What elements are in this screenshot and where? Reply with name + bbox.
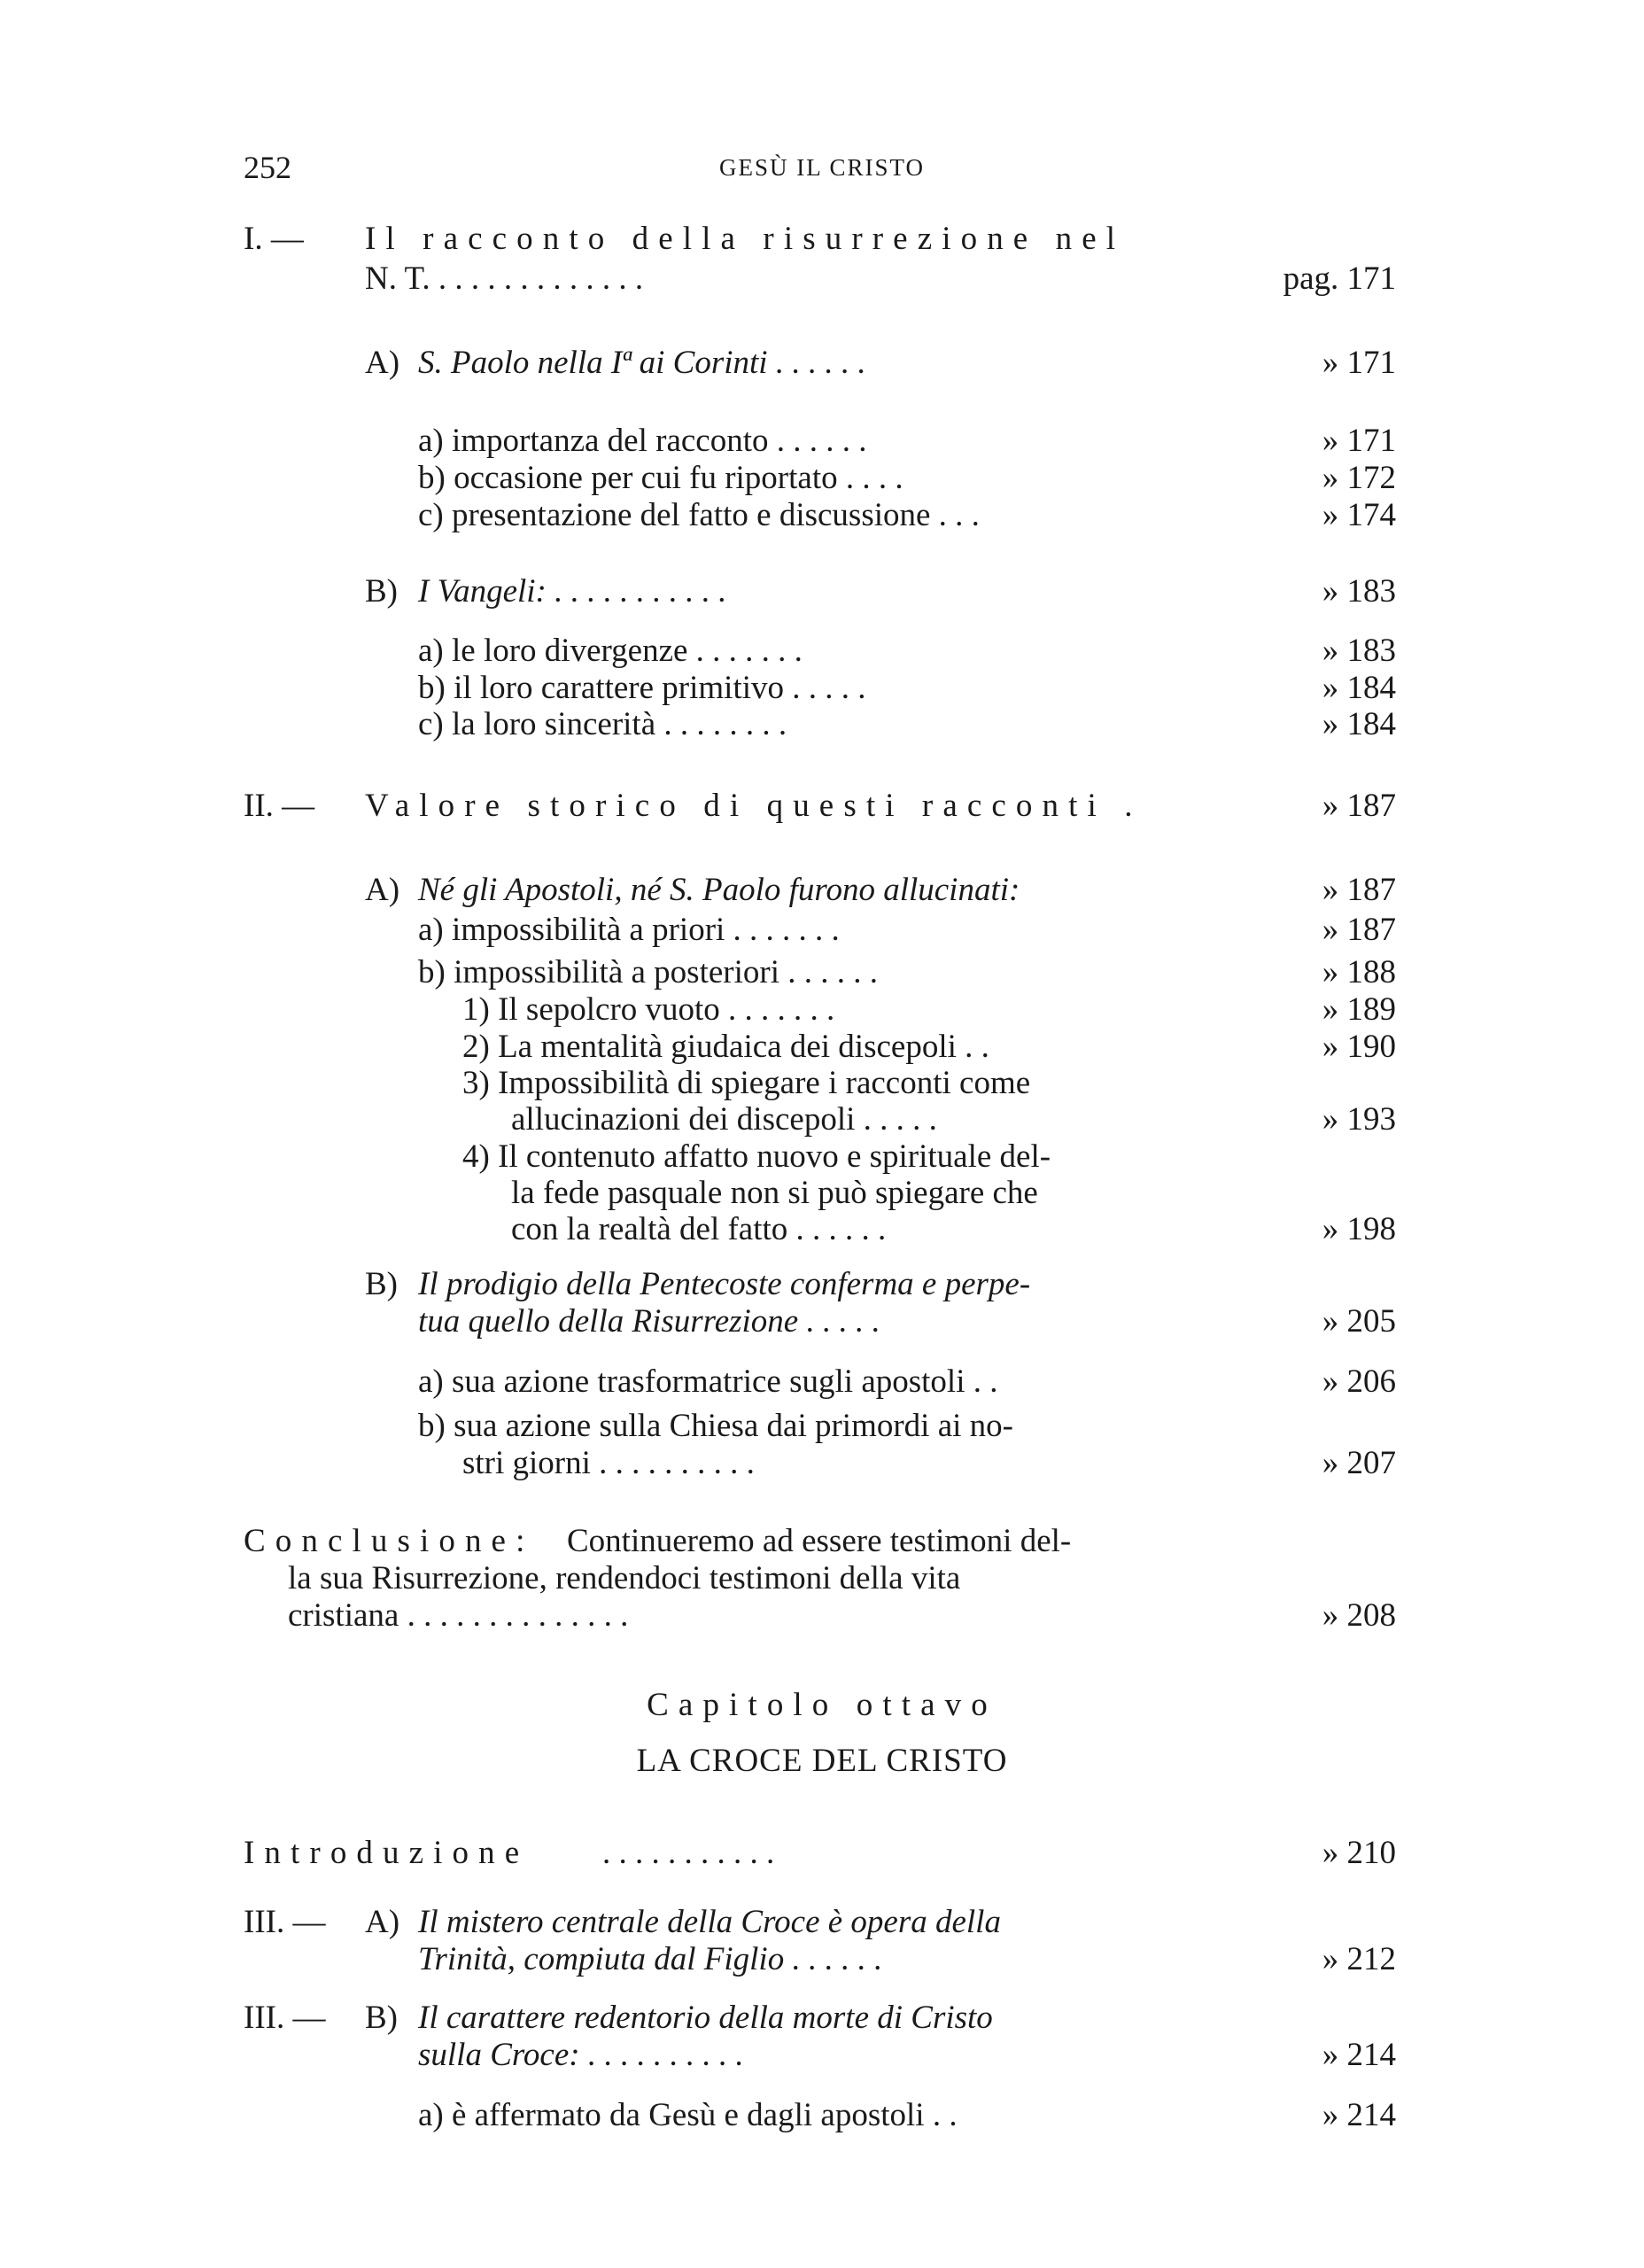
section-2b-label: B) <box>365 1266 398 1302</box>
section-1b-item-b-page: » 184 <box>1322 670 1396 706</box>
section-1a-item-b: b) occasione per cui fu riportato . . . . <box>418 460 903 496</box>
chapter-number: Capitolo ottavo <box>647 1687 997 1723</box>
section-2a-sub-2: 2) La mentalità giudaica dei discepoli . . <box>462 1029 989 1065</box>
page-number: 252 <box>244 150 291 185</box>
section-2a-item-a-page: » 187 <box>1322 912 1396 948</box>
chapter-3b-number: III. — <box>244 2000 326 2036</box>
section-2a-item-b-page: » 188 <box>1322 954 1396 990</box>
running-title: GESÙ IL CRISTO <box>718 154 926 181</box>
section-1a-item-b-page: » 172 <box>1322 460 1396 496</box>
page-header <box>0 149 1644 193</box>
section-2a-label: A) <box>365 872 400 908</box>
chapter-3b-label: B) <box>365 2000 398 2036</box>
section-2b-item-b-line-1: b) sua azione sulla Chiesa dai primordi ai no- <box>418 1408 1013 1444</box>
section-2b-item-b-line-2: stri giorni . . . . . . . . . . <box>462 1445 755 1481</box>
section-1-title-line-2: N. T. . . . . . . . . . . . . . <box>365 260 644 297</box>
chapter-title: LA CROCE DEL CRISTO <box>636 1743 1008 1779</box>
section-1a-page: » 171 <box>1322 345 1396 381</box>
section-1a-label: A) <box>365 345 400 381</box>
section-1b-label: B) <box>365 573 398 610</box>
section-2b-page: » 205 <box>1322 1303 1396 1340</box>
section-2b-item-a: a) sua azione trasformatrice sugli apostoli . . <box>418 1363 998 1400</box>
conclusion-label: Conclusione: <box>244 1523 535 1559</box>
section-1b-item-b: b) il loro carattere primitivo . . . . . <box>418 670 866 706</box>
introduction-dots: . . . . . . . . . . . <box>602 1835 775 1871</box>
chapter-3b-item-a: a) è affermato da Gesù e dagli apostoli . . <box>418 2097 958 2133</box>
section-1b-item-c: c) la loro sincerità . . . . . . . . <box>418 706 787 742</box>
section-1b-item-a: a) le loro divergenze . . . . . . . <box>418 633 803 669</box>
chapter-3b-page: » 214 <box>1322 2037 1396 2073</box>
chapter-3b-item-a-page: » 214 <box>1322 2097 1396 2133</box>
section-1a-item-a: a) importanza del racconto . . . . . . <box>418 423 867 459</box>
conclusion-line-1: Continueremo ad essere testimoni del- <box>567 1523 1072 1559</box>
section-1a-item-c: c) presentazione del fatto e discussione . . . <box>418 497 980 533</box>
section-2a-sub-3-page: » 193 <box>1322 1101 1396 1138</box>
section-1b-item-a-page: » 183 <box>1322 633 1396 669</box>
introduction-label: Introduzione <box>244 1835 530 1871</box>
section-2a-sub-1-page: » 189 <box>1322 991 1396 1028</box>
chapter-3a-text-line-1: Il mistero centrale della Croce è opera della <box>418 1904 1001 1940</box>
section-2-title: Valore storico di questi racconti . <box>365 788 1143 824</box>
section-2a-sub-2-page: » 190 <box>1322 1029 1396 1065</box>
section-2a-text: Né gli Apostoli, né S. Paolo furono allucinati: <box>418 872 1020 908</box>
chapter-3b-text-line-1: Il carattere redentorio della morte di Cristo <box>418 2000 993 2036</box>
section-2a-sub-4-line-3: con la realtà del fatto . . . . . . <box>511 1211 887 1247</box>
conclusion-page: » 208 <box>1322 1597 1396 1634</box>
section-2a-item-a: a) impossibilità a priori . . . . . . . <box>418 912 840 948</box>
chapter-3a-number: III. — <box>244 1904 326 1940</box>
section-2a-item-b: b) impossibilità a posteriori . . . . . . <box>418 954 878 990</box>
conclusion-line-2: la sua Risurrezione, rendendoci testimoni della vita <box>288 1560 961 1596</box>
section-2b-item-a-page: » 206 <box>1322 1363 1396 1400</box>
chapter-3a-label: A) <box>365 1904 400 1940</box>
section-1a-item-a-page: » 171 <box>1322 423 1396 459</box>
section-2a-sub-3-line-2: allucinazioni dei discepoli . . . . . <box>511 1101 937 1138</box>
section-1-title-line-1: Il racconto della risurrezione nel <box>365 221 1126 257</box>
section-1a-text: S. Paolo nella Iª ai Corinti . . . . . . <box>418 345 866 381</box>
section-2-number: II. — <box>244 788 315 824</box>
introduction-page: » 210 <box>1322 1835 1396 1871</box>
section-1-number: I. — <box>244 221 304 257</box>
chapter-3a-page: » 212 <box>1322 1941 1396 1977</box>
section-2-page: » 187 <box>1322 788 1396 824</box>
section-2b-text-line-1: Il prodigio della Pentecoste conferma e perpe- <box>418 1266 1031 1302</box>
section-1b-text: I Vangeli: . . . . . . . . . . . <box>418 573 727 610</box>
section-2a-sub-1: 1) Il sepolcro vuoto . . . . . . . <box>462 991 835 1028</box>
conclusion-line-3: cristiana . . . . . . . . . . . . . . <box>288 1597 629 1634</box>
section-1b-item-c-page: » 184 <box>1322 706 1396 742</box>
section-2a-sub-3-line-1: 3) Impossibilità di spiegare i racconti come <box>462 1065 1031 1101</box>
section-2a-sub-4-line-2: la fede pasquale non si può spiegare che <box>511 1175 1038 1211</box>
section-2a-sub-4-line-1: 4) Il contenuto affatto nuovo e spirituale del- <box>462 1138 1051 1175</box>
section-2b-item-b-page: » 207 <box>1322 1445 1396 1481</box>
section-2a-page: » 187 <box>1322 872 1396 908</box>
chapter-3b-text-line-2: sulla Croce: . . . . . . . . . . <box>418 2037 744 2073</box>
section-1b-page: » 183 <box>1322 573 1396 610</box>
section-1a-item-c-page: » 174 <box>1322 497 1396 533</box>
chapter-3a-text-line-2: Trinità, compiuta dal Figlio . . . . . . <box>418 1941 883 1977</box>
section-2b-text-line-2: tua quello della Risurrezione . . . . . <box>418 1303 880 1340</box>
section-2a-sub-4-page: » 198 <box>1322 1211 1396 1247</box>
section-1-page: pag. 171 <box>1283 260 1396 297</box>
